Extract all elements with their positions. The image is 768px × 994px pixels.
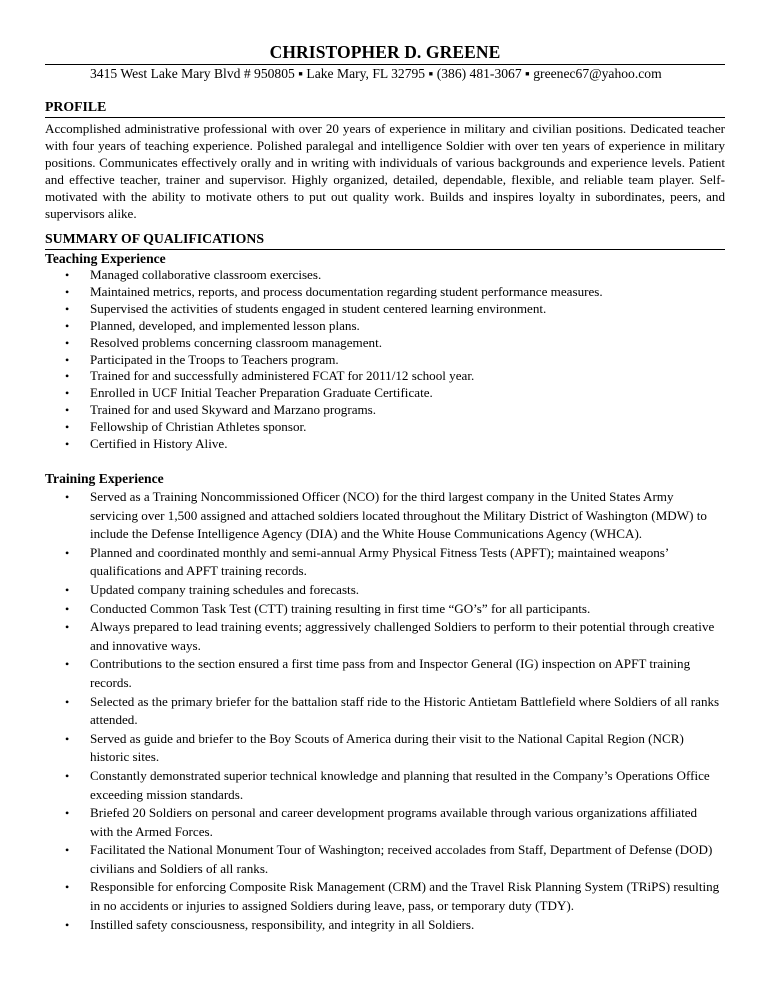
training-experience-list — [45, 488, 725, 934]
bullet-item — [45, 436, 725, 453]
bullet-icon: • — [65, 369, 70, 384]
bullet-icon: • — [65, 620, 70, 635]
bullet-item — [45, 841, 725, 878]
bullet-item — [45, 618, 725, 655]
bullet-icon: • — [65, 582, 70, 597]
bullet-item — [45, 581, 725, 600]
bullet-item — [45, 730, 725, 767]
bullet-text: Planned, developed, and implemented lesson plans. — [90, 317, 360, 333]
bullet-text: Instilled safety consciousness, responsibility, and integrity in all Soldiers. — [90, 916, 475, 932]
qualifications-divider — [45, 249, 725, 250]
bullet-icon: • — [65, 731, 70, 746]
bullet-icon: • — [65, 917, 70, 932]
bullet-icon: • — [65, 420, 70, 435]
bullet-item — [45, 878, 725, 915]
bullet-icon: • — [65, 335, 70, 350]
bullet-text: Trained for and successfully administered FCAT for 2011/12 school year. — [90, 368, 475, 384]
bullet-item — [45, 916, 725, 935]
bullet-item — [45, 488, 725, 544]
bullet-item — [45, 600, 725, 619]
bullet-icon: • — [65, 601, 70, 616]
bullet-icon: • — [65, 301, 70, 316]
bullet-item — [45, 544, 725, 581]
bullet-item — [45, 655, 725, 692]
bullet-item — [45, 352, 725, 369]
bullet-item — [45, 267, 725, 284]
bullet-icon: • — [65, 490, 70, 504]
bullet-item — [45, 301, 725, 318]
bullet-icon: • — [65, 657, 70, 672]
bullet-text: Served as guide and briefer to the Boy Scouts of America during their visit to the National Capital Region (NCR) historic sites. — [90, 730, 684, 765]
bullet-icon: • — [65, 806, 70, 821]
bullet-text: Contributions to the section ensured a first time pass from and Inspector General (IG) inspection on APFT training records. — [90, 656, 691, 690]
bullet-text: Facilitated the National Monument Tour of Washington; received accolades from Staff, Department of Defense (DOD) civilians and Soldiers of all ranks. — [90, 842, 713, 876]
bullet-text: Constantly demonstrated superior technical knowledge and planning that resulted in the Company’s Operations Office exceeding mission standards. — [90, 767, 710, 802]
bullet-text: Enrolled in UCF Initial Teacher Preparation Graduate Certificate. — [90, 385, 433, 401]
bullet-text: Planned and coordinated monthly and semi-annual Army Physical Fitness Tests (APFT); maintained weapons’ qualifications and APFT training records. — [90, 544, 669, 579]
bullet-icon: • — [65, 284, 70, 299]
bullet-icon: • — [65, 437, 70, 452]
bullet-icon: • — [65, 386, 70, 401]
bullet-text: Resolved problems concerning classroom management. — [90, 334, 382, 350]
bullet-item — [45, 693, 725, 730]
bullet-item — [45, 385, 725, 402]
bullet-text: Selected as the primary briefer for the battalion staff ride to the Historic Antietam Battlefield where Soldiers of all ranks attended. — [90, 693, 720, 728]
bullet-icon: • — [65, 545, 70, 560]
bullet-item — [45, 402, 725, 419]
bullet-item — [45, 767, 725, 804]
contact-info: 3415 West Lake Mary Blvd # 950805 ▪ Lake Mary, FL 32795 ▪ (386) 481-3067 ▪ greenec67@yahoo.com — [90, 66, 662, 81]
bullet-text: Served as a Training Noncommissioned Officer (NCO) for the third largest company in the United States Army servicing over 1,500 assigned and attached soldiers located throughout the Military District of Washington (MDW) to include the Defense Intelligence Agency (DIA) and the White House Communications Agency (WHCA). — [90, 489, 707, 542]
bullet-text: Responsible for enforcing Composite Risk Management (CRM) and the Travel Risk Planning System (TRiPS) resulting in no accidents or injuries to assigned Soldiers during leave, pass, or temporary duty (TDY). — [90, 879, 720, 914]
bullet-text: Trained for and used Skyward and Marzano programs. — [90, 402, 377, 418]
bullet-icon: • — [65, 694, 70, 709]
bullet-text: Maintained metrics, reports, and process documentation regarding student performance measures. — [90, 283, 603, 299]
bullet-item — [45, 335, 725, 352]
bullet-text: Participated in the Troops to Teachers program. — [90, 351, 339, 367]
bullet-text: Conducted Common Task Test (CTT) training resulting in first time “GO’s” for all participants. — [90, 600, 591, 616]
header-divider — [45, 64, 725, 65]
bullet-item — [45, 419, 725, 436]
profile-text: Accomplished administrative professional with over 20 years of experience in military and civilian positions. Dedicated teacher with four years of teaching experience. Polished paralegal and intelligence Soldier with over ten years of experience in military positions. Communicates effectively orally and in writing with individuals of various backgrounds and experience levels. Patient and effective teacher, trainer and supervisor. Highly organized, detailed, dependable, flexible, and reliable team player. Self-motivated with the ability to motivate others to put out quality work. Builds and inspires loyalty in subordinates, peers, and supervisors alike. — [45, 121, 725, 221]
bullet-icon: • — [65, 268, 70, 282]
bullet-text: Managed collaborative classroom exercises. — [90, 267, 322, 282]
profile-heading: PROFILE — [45, 99, 107, 114]
training-experience-heading: Training Experience — [45, 471, 164, 486]
bullet-text: Briefed 20 Soldiers on personal and career development programs available through various organizations affiliated with the Armed Forces. — [90, 805, 698, 839]
bullet-text: Fellowship of Christian Athletes sponsor. — [90, 419, 307, 435]
bullet-item — [45, 368, 725, 385]
bullet-text: Supervised the activities of students engaged in student centered learning environment. — [90, 300, 547, 316]
teaching-experience-list — [45, 267, 725, 453]
teaching-experience-heading: Teaching Experience — [45, 251, 166, 266]
bullet-item — [45, 318, 725, 335]
profile-divider — [45, 117, 725, 118]
bullet-icon: • — [65, 352, 70, 367]
bullet-icon: • — [65, 880, 70, 895]
bullet-text: Always prepared to lead training events; aggressively challenged Soldiers to perform to their potential through creative and innovative ways. — [90, 619, 715, 653]
bullet-icon: • — [65, 403, 70, 418]
bullet-item — [45, 284, 725, 301]
bullet-item — [45, 804, 725, 841]
bullet-text: Updated company training schedules and forecasts. — [90, 581, 360, 597]
bullet-icon: • — [65, 768, 70, 783]
bullet-icon: • — [65, 318, 70, 333]
candidate-name: CHRISTOPHER D. GREENE — [269, 42, 501, 62]
bullet-icon: • — [65, 843, 70, 858]
qualifications-heading: SUMMARY OF QUALIFICATIONS — [45, 231, 264, 246]
bullet-text: Certified in History Alive. — [90, 436, 228, 452]
